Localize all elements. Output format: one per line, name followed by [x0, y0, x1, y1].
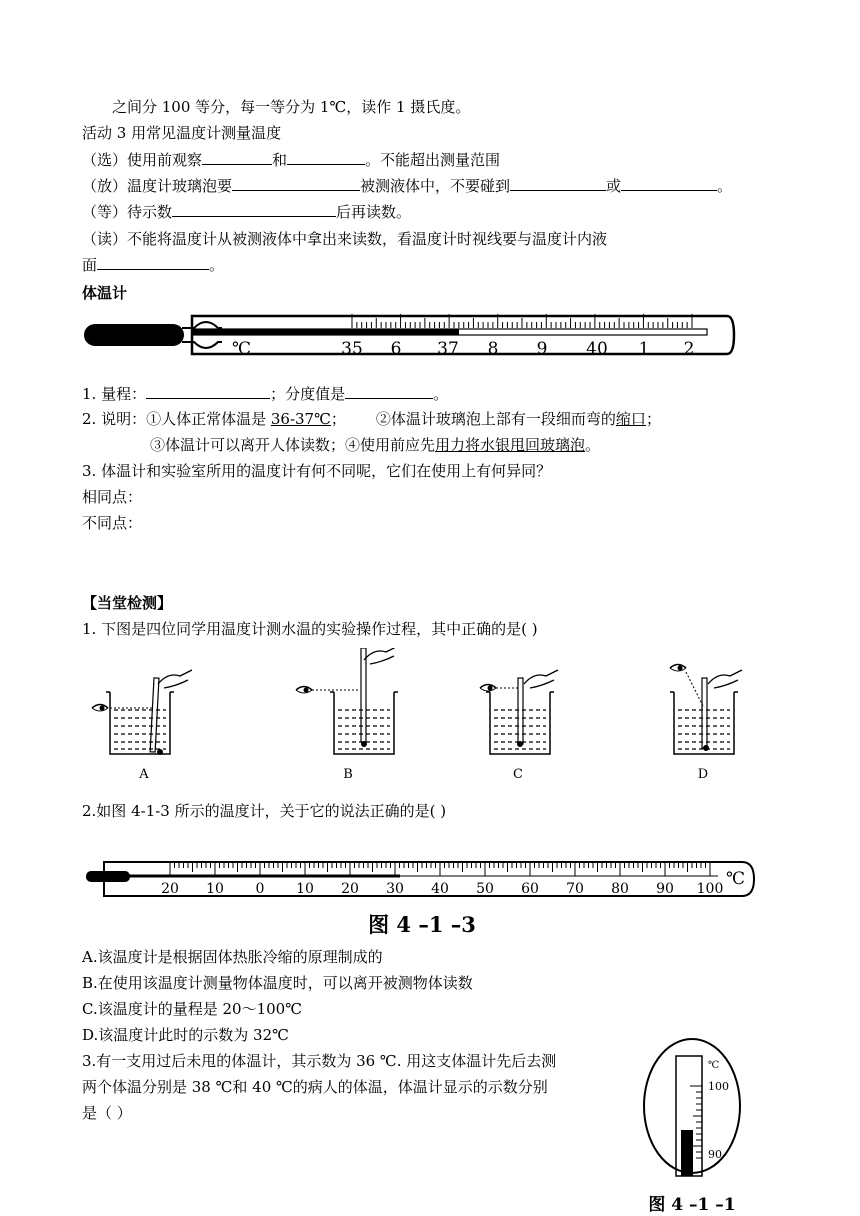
- q-notes-i: 。: [585, 436, 601, 454]
- same-label: 相同点：: [82, 488, 143, 506]
- clinical-label: 37: [437, 339, 459, 359]
- step-select-b: 和: [272, 151, 288, 169]
- q-notes-f: ；: [645, 410, 661, 428]
- lab-thermometer: [82, 852, 762, 942]
- beaker-a: [92, 670, 192, 755]
- blank-select-1[interactable]: [202, 148, 272, 165]
- step-read: [82, 226, 780, 278]
- blank-wait[interactable]: [172, 200, 336, 217]
- activity3-title: 活动 3 用常见温度计测量温度: [82, 124, 282, 142]
- q-range: [82, 382, 448, 405]
- intro-line: 之间分 100 等分，每一等分为 1℃，读作 1 摄氏度。: [112, 98, 471, 116]
- step-place-b: 被测液体中，不要碰到: [360, 177, 511, 195]
- clinical-label: 35: [341, 339, 363, 359]
- blank-division[interactable]: [345, 382, 433, 399]
- clinical-label: 6: [390, 339, 402, 359]
- beaker-c: [480, 670, 558, 754]
- blank-range[interactable]: [146, 382, 270, 399]
- step-select-a: （选）使用前观察: [82, 151, 203, 169]
- blank-read[interactable]: [97, 253, 209, 270]
- test-q3-line1: 3.有一支用过后未甩的体温计，其示数为 36 ℃. 用这支体温计先后去测: [82, 1052, 557, 1070]
- beaker-label: D: [697, 767, 709, 782]
- step-read-a: （读）不能将温度计从被测液体中拿出来读数，看温度计时视线要与温度计内液: [82, 230, 608, 248]
- beaker-figures: [82, 648, 762, 782]
- lab-label: 90: [656, 881, 674, 897]
- q-compare: 3. 体温计和实验室所用的温度计有何不同呢，它们在使用上有何异同？: [82, 462, 552, 480]
- lab-scale: [170, 862, 710, 876]
- q-notes-e: 缩口: [615, 410, 646, 428]
- q-range-c: 。: [433, 385, 449, 403]
- clinical-thermometer: [82, 306, 742, 364]
- q-range-b: ；分度值是: [270, 385, 346, 403]
- beaker-label: B: [343, 767, 353, 782]
- oval-upper: 100: [708, 1080, 729, 1093]
- lab-label: 20: [161, 881, 179, 897]
- q-notes-h: 用力将水银甩回玻璃泡: [435, 436, 586, 454]
- q-notes-line1: [82, 408, 661, 430]
- step-select: [82, 148, 500, 171]
- step-read-b: 面: [82, 256, 98, 274]
- blank-place-2[interactable]: [510, 174, 606, 191]
- q2-option-d: D.该温度计此时的示数为 32℃: [82, 1026, 289, 1044]
- lab-unit: ℃: [726, 869, 746, 889]
- q-range-a: 1. 量程：: [82, 385, 147, 403]
- step-place-d: 。: [717, 177, 733, 195]
- test-q3-line2: 两个体温分别是 38 ℃和 40 ℃的病人的体温，体温计显示的示数分别: [82, 1078, 548, 1096]
- clinical-label: 8: [487, 339, 499, 359]
- q-notes-b: 36-37℃: [270, 410, 331, 428]
- step-place-a: （放）温度计玻璃泡要: [82, 177, 233, 195]
- blank-select-2[interactable]: [287, 148, 365, 165]
- test-q1: 1. 下图是四位同学用温度计测水温的实验操作过程，其中正确的是( ): [82, 620, 538, 638]
- step-place-c: 或: [606, 177, 622, 195]
- step-wait-a: （等）待示数: [82, 203, 173, 221]
- oval-caption: 图 4 –1 –1: [648, 1195, 736, 1215]
- oval-unit: ℃: [708, 1060, 720, 1071]
- q-notes-a: 2. 说明：①人体正常体温是: [82, 410, 271, 428]
- lab-label: 30: [386, 881, 404, 897]
- lab-label: 20: [341, 881, 359, 897]
- step-read-c: 。: [209, 256, 225, 274]
- lab-label: 80: [611, 881, 629, 897]
- blank-place-3[interactable]: [621, 174, 717, 191]
- q-notes-c: ；: [330, 410, 346, 428]
- blank-place-1[interactable]: [232, 174, 360, 191]
- step-wait-b: 后再读数。: [336, 203, 412, 221]
- test-q2: 2.如图 4-1-3 所示的温度计，关于它的说法正确的是( ): [82, 802, 447, 820]
- lab-label: 0: [255, 881, 265, 897]
- oval-thermometer: [636, 1036, 752, 1216]
- clinical-label: 1: [638, 339, 650, 359]
- q-notes-g: ③体温计可以离开人体读数；④使用前应先: [150, 436, 436, 454]
- clinical-unit: ℃: [232, 339, 252, 359]
- test-q3-line3: 是（ ）: [82, 1104, 132, 1122]
- lab-caption: 图 4 –1 –3: [368, 912, 476, 937]
- clinical-label: 2: [683, 339, 695, 359]
- lab-label: 10: [296, 881, 314, 897]
- step-place: [82, 174, 732, 197]
- step-wait: [82, 200, 411, 223]
- q2-option-b: B.在使用该温度计测量物体温度时，可以离开被测物体读数: [82, 974, 473, 992]
- oval-lower: 90: [708, 1148, 722, 1161]
- step-select-c: 。不能超出测量范围: [365, 151, 501, 169]
- clinical-label: 9: [536, 339, 548, 359]
- clinical-label: 40: [586, 339, 608, 359]
- beaker-label: C: [513, 767, 523, 782]
- diff-label: 不同点：: [82, 514, 143, 532]
- section-test: 【当堂检测】: [82, 594, 173, 612]
- beaker-label: A: [139, 767, 149, 782]
- q2-option-c: C.该温度计的量程是 20～100℃: [82, 1000, 302, 1018]
- q-notes-line2: [150, 434, 600, 456]
- lab-label: 40: [431, 881, 449, 897]
- q2-option-a: A.该温度计是根据固体热胀冷缩的原理制成的: [82, 948, 383, 966]
- beaker-d: [670, 665, 742, 755]
- clinical-title: 体温计: [82, 284, 128, 302]
- lab-label: 100: [696, 881, 724, 897]
- lab-label: 50: [476, 881, 494, 897]
- lab-label: 70: [566, 881, 584, 897]
- beaker-b: [296, 648, 398, 754]
- q-notes-d: ②体温计玻璃泡上部有一段细而弯的: [375, 410, 616, 428]
- lab-label: 10: [206, 881, 224, 897]
- lab-label: 60: [521, 881, 539, 897]
